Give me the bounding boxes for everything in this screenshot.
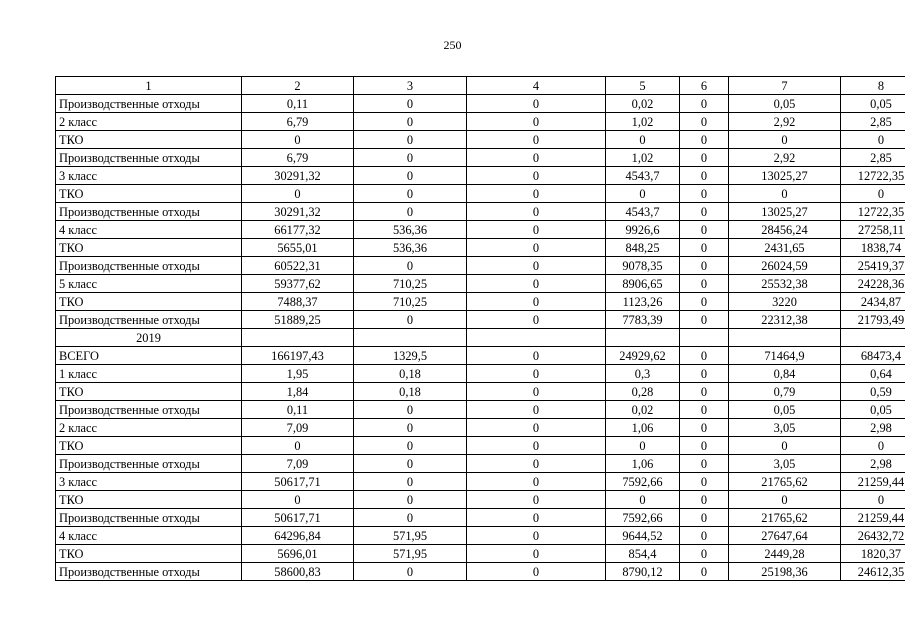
table-row [56,257,905,275]
table-cell: 71464,9 [729,347,841,365]
table-cell: 0 [680,239,729,257]
table-cell: 4543,7 [606,203,680,221]
table-cell: 2,92 [729,149,841,167]
table-cell: 21793,49 [841,311,905,329]
table-cell: 0 [467,113,606,131]
table-row [56,167,905,185]
row-label: ТКО [56,491,242,509]
table-cell: 0,84 [729,365,841,383]
table-cell: 0,05 [729,95,841,113]
table-cell: 1,84 [242,383,354,401]
table-cell: 0 [467,167,606,185]
table-row [56,185,905,203]
table-cell: 59377,62 [242,275,354,293]
table-cell: 0,11 [242,95,354,113]
table-row [56,113,905,131]
table-cell: 0 [680,293,729,311]
table-row [56,491,905,509]
row-label: Производственные отходы [56,563,242,581]
table-row [56,149,905,167]
row-label: ТКО [56,293,242,311]
table-row [56,383,905,401]
row-label: ТКО [56,185,242,203]
table-cell: 0 [467,563,606,581]
table-cell: 0 [354,455,467,473]
table-cell: 13025,27 [729,203,841,221]
table-cell: 4543,7 [606,167,680,185]
table-cell: 0 [354,203,467,221]
table-cell: 0 [354,311,467,329]
table-cell: 0 [680,455,729,473]
table-cell: 2,92 [729,113,841,131]
table-cell: 1,02 [606,149,680,167]
row-label: 3 класс [56,473,242,491]
table-cell: 9078,35 [606,257,680,275]
table-row [56,545,905,563]
row-label: Производственные отходы [56,455,242,473]
table-cell: 1123,26 [606,293,680,311]
table-cell: 0 [354,491,467,509]
table-cell: 1,06 [606,419,680,437]
table-cell: 0 [467,311,606,329]
table-cell [242,329,354,347]
table-row [56,455,905,473]
table-cell: 6,79 [242,113,354,131]
table-cell: 0 [606,131,680,149]
table-cell: 24929,62 [606,347,680,365]
table-cell: 0 [467,275,606,293]
row-label: 2 класс [56,113,242,131]
table-cell: 8906,65 [606,275,680,293]
table-cell: 0 [606,185,680,203]
table-cell: 0 [841,185,905,203]
table-cell: 3,05 [729,455,841,473]
row-label: Производственные отходы [56,401,242,419]
table-cell: 1329,5 [354,347,467,365]
table-cell: 0,02 [606,401,680,419]
table-cell: 50617,71 [242,473,354,491]
table-cell: 0 [354,167,467,185]
table-cell: 9926,6 [606,221,680,239]
table-cell: 0 [467,401,606,419]
page-number: 250 [443,38,462,52]
table-row [56,131,905,149]
table-cell: 0 [680,365,729,383]
table-cell: 0 [680,149,729,167]
table-row [56,311,905,329]
table-cell: 0 [467,257,606,275]
table-cell: 536,36 [354,221,467,239]
table-cell: 21765,62 [729,473,841,491]
table-cell: 0 [467,473,606,491]
table-cell: 2434,87 [841,293,905,311]
table-cell: 7,09 [242,455,354,473]
table-cell: 0 [680,347,729,365]
table-cell: 25198,36 [729,563,841,581]
table-cell: 0 [680,527,729,545]
table-cell: 0 [680,167,729,185]
table-cell: 0 [680,437,729,455]
table-cell: 0 [680,491,729,509]
table-cell: 0 [467,419,606,437]
table-cell: 0 [354,185,467,203]
table-cell: 0 [606,437,680,455]
table-row [56,365,905,383]
table-cell: 51889,25 [242,311,354,329]
table-cell: 28456,24 [729,221,841,239]
table-cell: 21765,62 [729,509,841,527]
table-cell: 1,02 [606,113,680,131]
table-row [56,563,905,581]
table-cell: 68473,4 [841,347,905,365]
row-label: 4 класс [56,221,242,239]
table-cell: 0 [841,131,905,149]
table-row [56,239,905,257]
table-row [56,527,905,545]
table-cell: 0 [680,473,729,491]
table-cell: 0 [467,455,606,473]
table-row [56,221,905,239]
table-cell: 0 [242,491,354,509]
table-cell: 166197,43 [242,347,354,365]
table-cell: 710,25 [354,293,467,311]
table-cell: 0 [467,203,606,221]
table-cell: 2,85 [841,113,905,131]
table-cell: 30291,32 [242,203,354,221]
table-cell: 12722,35 [841,167,905,185]
row-label: ТКО [56,239,242,257]
table-cell: 12722,35 [841,203,905,221]
table-cell: 0 [680,383,729,401]
table-cell: 0,18 [354,365,467,383]
table-row [56,203,905,221]
table-cell: 0 [680,185,729,203]
table-cell: 21259,44 [841,473,905,491]
table-cell: 0 [680,419,729,437]
row-label: Производственные отходы [56,149,242,167]
table-cell [680,329,729,347]
table-cell: 0 [354,401,467,419]
table-cell: 0 [467,509,606,527]
row-label: 4 класс [56,527,242,545]
table-cell: 0 [680,275,729,293]
column-header-3: 3 [354,77,467,95]
table-cell: 0 [729,437,841,455]
table-cell: 0,79 [729,383,841,401]
table-row [56,509,905,527]
table-cell: 2,98 [841,455,905,473]
row-label: ТКО [56,383,242,401]
column-header-8: 8 [841,77,905,95]
table-cell: 848,25 [606,239,680,257]
table-cell: 854,4 [606,545,680,563]
table-cell: 66177,32 [242,221,354,239]
table-cell: 7783,39 [606,311,680,329]
row-label: Производственные отходы [56,203,242,221]
table-cell: 0 [680,203,729,221]
table-cell: 0 [467,347,606,365]
table-cell [841,329,905,347]
table-cell: 0 [467,383,606,401]
table-cell: 0 [729,185,841,203]
table-cell: 0,05 [841,95,905,113]
table-cell: 0 [680,257,729,275]
table-cell: 0,28 [606,383,680,401]
table-cell: 0 [467,491,606,509]
table-cell: 710,25 [354,275,467,293]
table-cell: 0,02 [606,95,680,113]
table-cell: 25532,38 [729,275,841,293]
table-cell: 7488,37 [242,293,354,311]
table-cell: 0 [467,149,606,167]
table-header-row [56,77,905,95]
table-cell: 22312,38 [729,311,841,329]
table-cell: 0 [680,563,729,581]
table-cell: 7,09 [242,419,354,437]
data-table [55,76,905,581]
table-cell: 0,05 [729,401,841,419]
table-cell: 571,95 [354,527,467,545]
table-cell: 7592,66 [606,473,680,491]
table-cell: 21259,44 [841,509,905,527]
table-cell: 0 [354,113,467,131]
table-cell: 24612,35 [841,563,905,581]
table-cell [606,329,680,347]
table-cell: 0 [354,509,467,527]
table-body [56,77,905,581]
table-cell: 60522,31 [242,257,354,275]
table-cell: 1,95 [242,365,354,383]
table-cell: 8790,12 [606,563,680,581]
table-cell: 0 [680,311,729,329]
column-header-6: 6 [680,77,729,95]
table-cell [729,329,841,347]
table-cell: 0 [729,491,841,509]
table-cell: 27647,64 [729,527,841,545]
table-cell: 2,85 [841,149,905,167]
table-cell: 0 [467,95,606,113]
table-row [56,437,905,455]
table-cell: 27258,11 [841,221,905,239]
table-cell: 5655,01 [242,239,354,257]
table-cell: 0,05 [841,401,905,419]
table-cell: 0 [680,401,729,419]
row-label: Производственные отходы [56,257,242,275]
table-cell: 571,95 [354,545,467,563]
table-cell: 0 [467,293,606,311]
table-cell: 7592,66 [606,509,680,527]
column-header-7: 7 [729,77,841,95]
table-cell: 0,18 [354,383,467,401]
row-label: 2 класс [56,419,242,437]
table-cell: 2431,65 [729,239,841,257]
table-cell: 2,98 [841,419,905,437]
table-cell: 0 [467,239,606,257]
table-cell: 5696,01 [242,545,354,563]
table-cell: 0 [729,131,841,149]
year-label: 2019 [56,329,242,347]
table-cell: 0 [467,185,606,203]
column-header-2: 2 [242,77,354,95]
year-row [56,329,905,347]
table-cell: 0 [354,95,467,113]
table-cell: 13025,27 [729,167,841,185]
table-cell: 2449,28 [729,545,841,563]
row-label: ТКО [56,131,242,149]
column-header-5: 5 [606,77,680,95]
table-cell: 0 [354,563,467,581]
table-cell: 536,36 [354,239,467,257]
table-cell: 0,11 [242,401,354,419]
table-cell: 1820,37 [841,545,905,563]
table-row [56,347,905,365]
table-row [56,275,905,293]
table-cell [354,329,467,347]
table-cell: 0 [606,491,680,509]
table-cell: 0 [242,131,354,149]
table-cell: 50617,71 [242,509,354,527]
row-label: 3 класс [56,167,242,185]
table-cell: 24228,36 [841,275,905,293]
table-cell: 0 [680,221,729,239]
table-cell: 0 [467,365,606,383]
column-header-1: 1 [56,77,242,95]
table-cell: 0 [354,131,467,149]
table-row [56,473,905,491]
table-cell [467,329,606,347]
table-cell: 0 [680,509,729,527]
table-cell: 0 [467,221,606,239]
table-cell: 0,64 [841,365,905,383]
row-label: Производственные отходы [56,311,242,329]
table-row [56,95,905,113]
table-cell: 0 [680,113,729,131]
row-label: ТКО [56,437,242,455]
row-label: 1 класс [56,365,242,383]
table-cell: 6,79 [242,149,354,167]
table-row [56,401,905,419]
table-cell: 0,3 [606,365,680,383]
table-cell: 3,05 [729,419,841,437]
table-cell: 0 [354,473,467,491]
table-cell: 64296,84 [242,527,354,545]
table-cell: 25419,37 [841,257,905,275]
row-label: Производственные отходы [56,95,242,113]
table-cell: 58600,83 [242,563,354,581]
table-cell: 0,59 [841,383,905,401]
table-cell: 0 [467,437,606,455]
table-cell: 1,06 [606,455,680,473]
table-cell: 3220 [729,293,841,311]
table-cell: 0 [841,437,905,455]
row-label: ТКО [56,545,242,563]
table-cell: 0 [680,545,729,563]
table-row [56,419,905,437]
table-cell: 0 [841,491,905,509]
row-label: Производственные отходы [56,509,242,527]
table-cell: 0 [467,527,606,545]
table-cell: 0 [354,257,467,275]
table-cell: 26432,72 [841,527,905,545]
table-cell: 0 [680,131,729,149]
table-cell: 0 [242,437,354,455]
table-cell: 1838,74 [841,239,905,257]
table-cell: 0 [467,545,606,563]
table-cell: 0 [467,131,606,149]
table-cell: 0 [354,149,467,167]
table-cell: 30291,32 [242,167,354,185]
table-cell: 26024,59 [729,257,841,275]
row-label: 5 класс [56,275,242,293]
row-label: ВСЕГО [56,347,242,365]
table-cell: 0 [680,95,729,113]
column-header-4: 4 [467,77,606,95]
table-cell: 0 [242,185,354,203]
table-row [56,293,905,311]
table-cell: 0 [354,437,467,455]
table-cell: 0 [354,419,467,437]
table-cell: 9644,52 [606,527,680,545]
